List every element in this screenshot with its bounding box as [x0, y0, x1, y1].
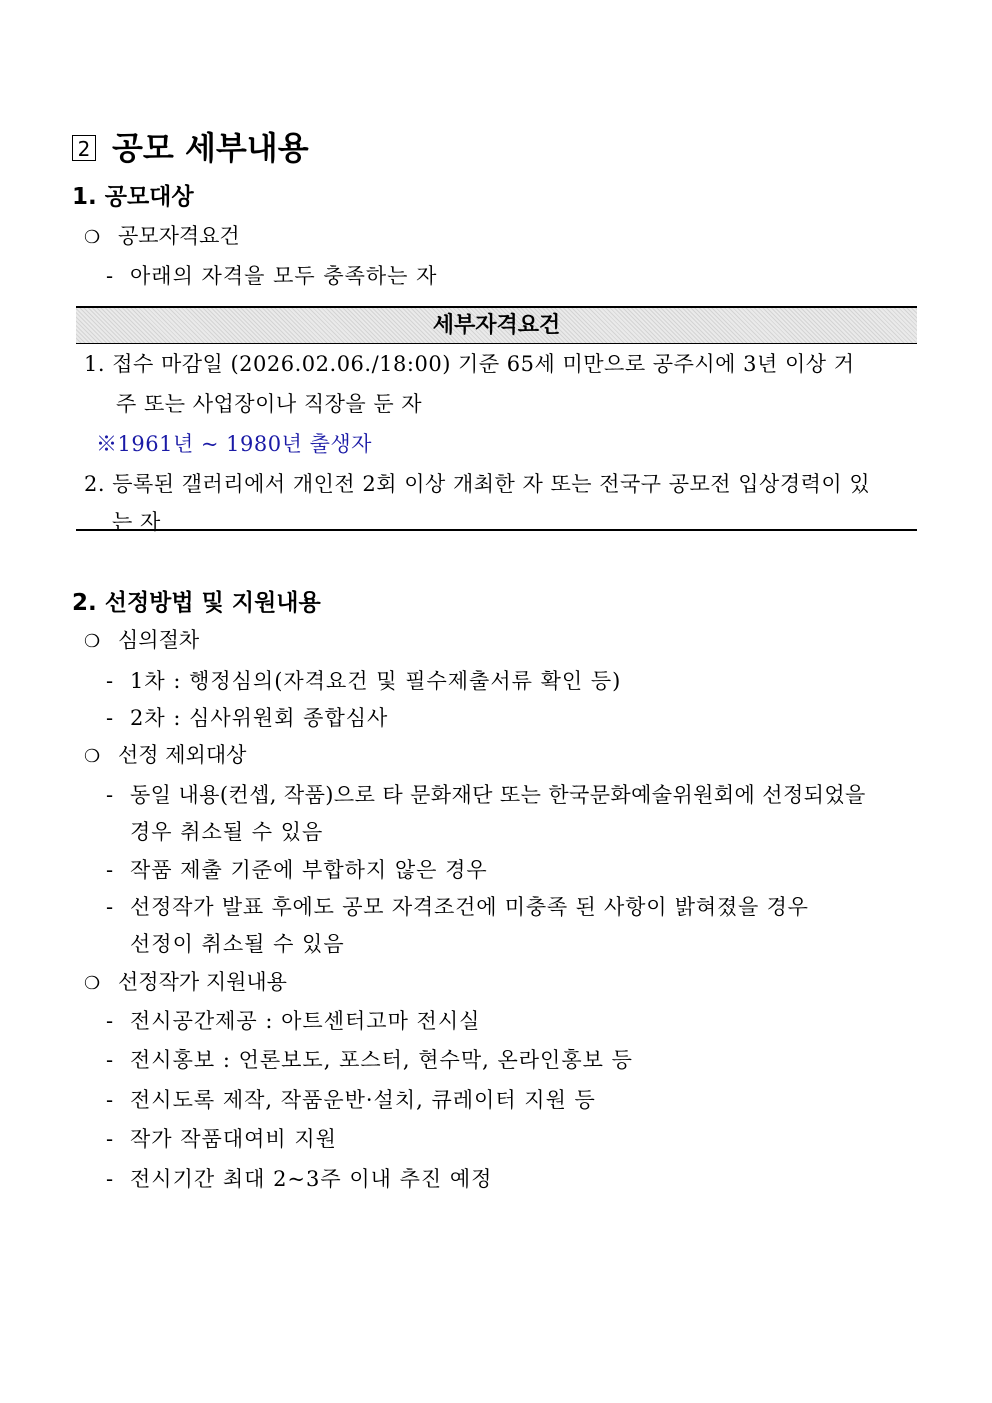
list-item: [106, 1046, 633, 1074]
list-item: [106, 781, 866, 809]
table-note: ※1961년 ~ 1980년 출생자: [96, 432, 372, 456]
circle-bullet-icon: ❍: [84, 746, 101, 767]
item-text: 선정작가 발표 후에도 공모 자격조건에 미충족 된 사항이 밝혀졌을 경우: [130, 895, 809, 919]
dash-mark: -: [106, 1048, 115, 1072]
list-item: [106, 856, 488, 884]
list-item-continuation: 선정이 취소될 수 있음: [130, 932, 345, 956]
dash-mark: -: [106, 1009, 115, 1033]
dash-mark: -: [106, 895, 114, 919]
table-item2-line2: 는 자: [112, 510, 161, 534]
table-item1-line2: 주 또는 사업장이나 직장을 둔 자: [116, 392, 423, 416]
main-title-text: 공모 세부내용: [112, 129, 309, 167]
section2-title: 2. 선정방법 및 지원내용: [72, 590, 321, 616]
list-item-continuation: 경우 취소될 수 있음: [130, 820, 324, 844]
list-item: [106, 704, 388, 732]
section1-title: 1. 공모대상: [72, 184, 194, 210]
section-number-box: 2: [72, 135, 96, 161]
requirements-table: [76, 306, 917, 534]
dash-mark: -: [106, 1167, 115, 1191]
list-item: [106, 667, 621, 695]
bullet-text: 공모자격요건: [118, 224, 240, 248]
main-title: [72, 128, 309, 168]
list-item: [106, 1007, 480, 1035]
item-text: 전시기간 최대 2~3주 이내 추진 예정: [130, 1167, 493, 1191]
bullet-text: 선정 제외대상: [118, 743, 247, 767]
table-item1-line1: 1. 접수 마감일 (2026.02.06./18:00) 기준 65세 미만으로 공주시에 3년 이상 거: [84, 352, 855, 376]
list-item: [106, 1165, 492, 1193]
table-bottom-rule: [76, 529, 917, 531]
bullet-text: 심의절차: [118, 628, 200, 652]
dash-mark: -: [106, 1088, 115, 1112]
section1-bullet: [84, 222, 240, 252]
sub-text: 아래의 자격을 모두 충족하는 자: [130, 264, 438, 288]
circle-bullet-icon: ❍: [84, 227, 101, 248]
section2-bullet2: [84, 741, 246, 771]
section2-bullet3: [84, 968, 287, 998]
section1-sub: [106, 262, 437, 290]
section2-bullet1: [84, 626, 199, 656]
dash-mark: -: [106, 706, 115, 730]
list-item: [106, 1086, 596, 1114]
item-text: 전시공간제공 : 아트센터고마 전시실: [130, 1009, 481, 1033]
dash-mark: -: [106, 858, 115, 882]
item-text: 1차 : 행정심의(자격요건 및 필수제출서류 확인 등): [130, 669, 622, 693]
circle-bullet-icon: ❍: [84, 973, 101, 994]
item-text: 전시도록 제작, 작품운반·설치, 큐레이터 지원 등: [130, 1088, 596, 1112]
list-item: [106, 893, 809, 921]
list-item: [106, 1125, 337, 1153]
table-header: 세부자격요건: [76, 306, 917, 344]
dash-mark: -: [106, 783, 114, 807]
dash-mark: -: [106, 264, 115, 288]
circle-bullet-icon: ❍: [84, 631, 101, 652]
dash-mark: -: [106, 1127, 115, 1151]
item-text: 작가 작품대여비 지원: [130, 1127, 337, 1151]
item-text: 2차 : 심사위원회 종합심사: [130, 706, 389, 730]
dash-mark: -: [106, 669, 115, 693]
item-text: 전시홍보 : 언론보도, 포스터, 현수막, 온라인홍보 등: [130, 1048, 633, 1072]
item-text: 동일 내용(컨셉, 작품)으로 타 문화재단 또는 한국문화예술위원회에 선정되었을: [130, 783, 866, 807]
item-text: 작품 제출 기준에 부합하지 않은 경우: [130, 858, 488, 882]
bullet-text: 선정작가 지원내용: [118, 970, 287, 994]
table-item2-line1: 2. 등록된 갤러리에서 개인전 2회 이상 개최한 자 또는 전국구 공모전 입상경력이 있: [84, 472, 871, 496]
